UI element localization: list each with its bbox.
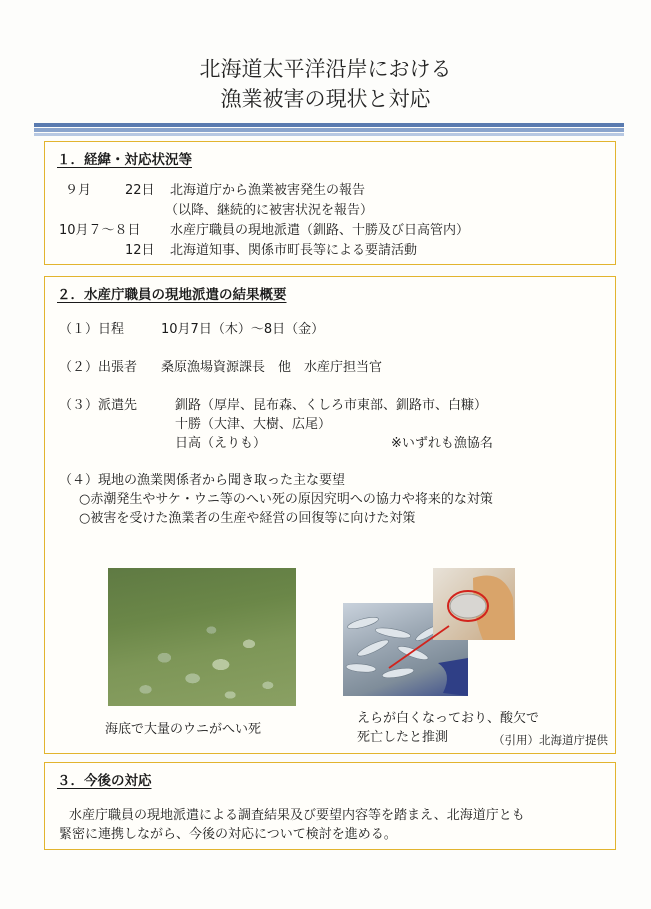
- response-body-line2: 緊密に連携しながら、今後の対応について検討を進める。: [59, 827, 397, 842]
- photo-credit: （引用）北海道庁提供: [493, 733, 608, 747]
- timeline-text: 水産庁職員の現地派遣（釧路、十勝及び日高管内）: [170, 223, 470, 238]
- sea-urchin-caption: 海底で大量のウニがへい死: [105, 722, 262, 737]
- destination-line: 十勝（大津、大樹、広尾）: [175, 417, 332, 432]
- timeline-month: ９月: [65, 183, 92, 198]
- section-dispatch-results: [44, 276, 616, 754]
- schedule-label: （１）日程: [59, 322, 125, 337]
- title-rule: [34, 123, 624, 127]
- title-rule: [34, 128, 624, 132]
- section-background-progress: [44, 141, 616, 265]
- timeline-day: 12日: [125, 243, 155, 258]
- requests-label: （４）現地の漁業関係者から聞き取った主な要望: [59, 473, 346, 488]
- destination-label: （３）派遣先: [59, 398, 138, 413]
- title-rule: [34, 133, 624, 136]
- timeline-text: 北海道庁から漁業被害発生の報告: [170, 183, 366, 198]
- travelers-value: 桑原漁場資源課長 他 水産庁担当官: [161, 360, 383, 375]
- destination-line: 日高（えりも）: [175, 436, 267, 451]
- fish-caption-line1: えらが白くなっており、酸欠で: [357, 711, 540, 726]
- section-future-response: [44, 762, 616, 850]
- destination-note: ※いずれも漁協名: [391, 436, 493, 451]
- request-item: ○赤潮発生やサケ・ウニ等のへい死の原因究明への協力や将来的な対策: [79, 492, 493, 507]
- section-heading: １．経緯・対応状況等: [57, 152, 192, 168]
- document-title-line1: 北海道太平洋沿岸における: [199, 57, 452, 81]
- destination-line: 釧路（厚岸、昆布森、くしろ市東部、釧路市、白糠）: [175, 398, 488, 413]
- section-heading: ３．今後の対応: [57, 773, 152, 789]
- document-title-line2: 漁業被害の現状と対応: [220, 87, 431, 111]
- fish-caption-line2: 死亡したと推測: [357, 730, 449, 745]
- schedule-value: 10月7日（木）～8日（金）: [161, 322, 325, 337]
- timeline-text: 北海道知事、関係市町長等による要請活動: [170, 243, 418, 258]
- section-heading: ２．水産庁職員の現地派遣の結果概要: [57, 287, 287, 303]
- timeline-month: 10月７～８日: [59, 223, 141, 238]
- timeline-text: （以降、継続的に被害状況を報告）: [165, 203, 374, 218]
- timeline-day: 22日: [125, 183, 155, 198]
- response-body-line1: 水産庁職員の現地派遣による調査結果及び要望内容等を踏まえ、北海道庁とも: [69, 808, 525, 823]
- travelers-label: （２）出張者: [59, 360, 138, 375]
- request-item: ○被害を受けた漁業者の生産や経営の回復等に向けた対策: [79, 511, 416, 526]
- sea-urchin-photo: [108, 568, 296, 706]
- callout-pointer: [343, 568, 515, 698]
